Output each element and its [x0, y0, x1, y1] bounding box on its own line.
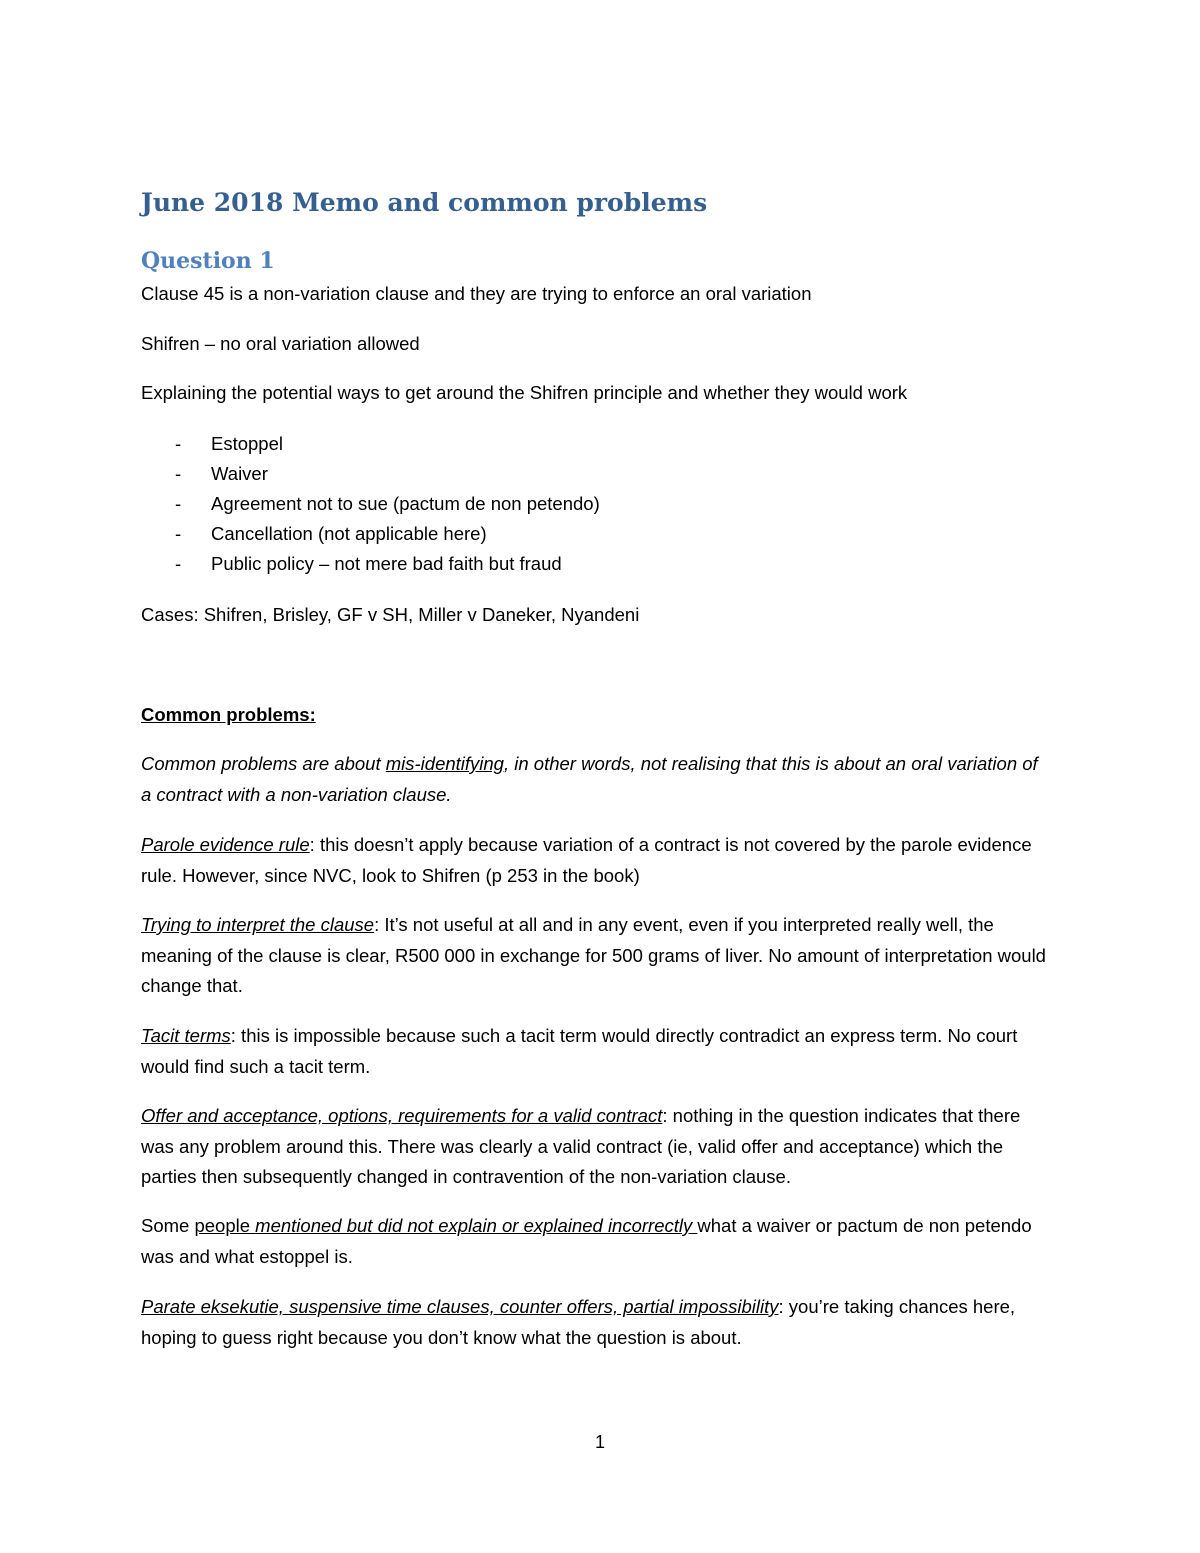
document-title: June 2018 Memo and common problems: [141, 188, 708, 217]
problem-label: Parate eksekutie, suspensive time clauses, counter offers, partial impossibility: [141, 1296, 779, 1317]
list-item-text: Cancellation (not applicable here): [211, 523, 487, 544]
problem-paragraph: [141, 749, 1051, 810]
problem-label: Tacit terms: [141, 1025, 231, 1046]
problem-label: mentioned but did not explain or explained incorrectly: [255, 1215, 698, 1236]
page-number: 1: [594, 1432, 605, 1452]
bullet-marker: -: [175, 553, 182, 574]
bullet-marker: -: [175, 433, 182, 454]
problem-paragraph: [141, 830, 1051, 891]
intro-line: Explaining the potential ways to get around the Shifren principle and whether they would work: [141, 382, 908, 403]
problem-label: Trying to interpret the clause: [141, 914, 375, 935]
section-heading: Question 1: [141, 248, 275, 274]
problem-paragraph: [141, 910, 1051, 1002]
bullet-marker: -: [175, 493, 182, 514]
problem-text: : you’re taking chances here, hoping to guess right because you don’t know what the question is about.: [141, 1296, 1016, 1348]
problem-paragraph: [141, 1021, 1051, 1082]
problem-paragraph: [141, 1211, 1051, 1272]
problem-label: Offer and acceptance, options, requirements for a valid contract: [141, 1105, 663, 1126]
bullet-marker: -: [175, 523, 182, 544]
list-item-text: Estoppel: [211, 433, 283, 454]
problem-label: mis-identifying: [385, 753, 504, 774]
problem-paragraph: [141, 1292, 1051, 1353]
bullet-marker: -: [175, 463, 182, 484]
list-item-text: Waiver: [211, 463, 268, 484]
problem-text: : this is impossible because such a tacit term would directly contradict an express term. No court would find such a tacit term.: [141, 1025, 1018, 1077]
list-item-text: Public policy – not mere bad faith but fraud: [211, 553, 562, 574]
problem-text: : nothing in the question indicates that there was any problem around this. There was clearly a valid contract (ie, valid offer and acceptance) which the parties then subsequently changed in contravention of the non-variation clause.: [141, 1105, 1021, 1187]
problem-prefix: Common problems are about: [141, 753, 386, 774]
intro-line: Clause 45 is a non-variation clause and they are trying to enforce an oral variation: [141, 283, 812, 304]
cases-line: Cases: Shifren, Brisley, GF v SH, Miller v Daneker, Nyandeni: [141, 604, 640, 625]
list-item-text: Agreement not to sue (pactum de non petendo): [211, 493, 600, 514]
problem-label: Parole evidence rule: [141, 834, 310, 855]
problem-underline: people: [194, 1215, 256, 1236]
problem-text: , in other words, not realising that this is about an oral variation of a contract with a non-variation clause.: [141, 753, 1038, 805]
problem-paragraph: [141, 1101, 1051, 1193]
problem-text: : this doesn’t apply because variation of a contract is not covered by the parole evidence rule. However, since NVC, look to Shifren (p 253 in the book): [141, 834, 1032, 886]
problem-text: what a waiver or pactum de non petendo was and what estoppel is.: [141, 1215, 1032, 1267]
problem-text: : It’s not useful at all and in any event, even if you interpreted really well, the meaning of the clause is clear, R500 000 in exchange for 500 grams of liver. No amount of interpretation would change that.: [141, 914, 1046, 996]
common-problems-heading: Common problems:: [141, 704, 316, 725]
problem-prefix: Some: [141, 1215, 195, 1236]
intro-line: Shifren – no oral variation allowed: [141, 333, 420, 354]
